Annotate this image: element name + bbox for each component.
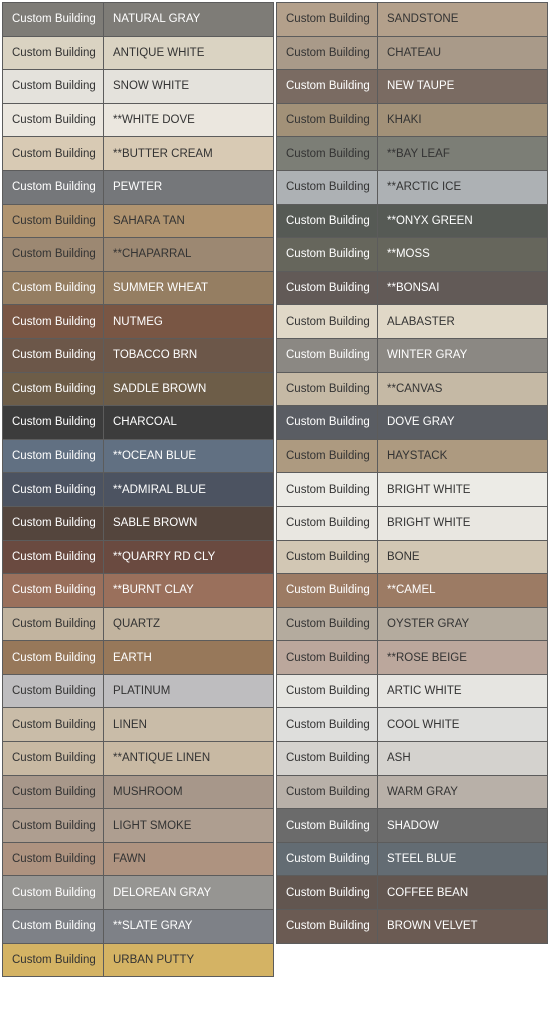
brand-label: Custom Building — [3, 171, 104, 204]
swatch-row — [2, 842, 274, 877]
color-name: SAHARA TAN — [113, 214, 185, 227]
color-name: **MOSS — [387, 248, 430, 261]
brand-label: Custom Building — [277, 238, 378, 271]
brand-label: Custom Building — [277, 574, 378, 607]
brand-label: Custom Building — [3, 473, 104, 506]
brand-label: Custom Building — [277, 541, 378, 574]
brand-label: Custom Building — [3, 809, 104, 842]
brand-label: Custom Building — [3, 37, 104, 70]
color-name: CHATEAU — [387, 46, 442, 59]
swatch-row — [276, 204, 548, 239]
color-name: SANDSTONE — [387, 13, 459, 26]
color-name: **CANVAS — [387, 382, 443, 395]
brand-label: Custom Building — [277, 137, 378, 170]
right-swatch-column — [276, 2, 548, 944]
swatch-row — [276, 741, 548, 776]
swatch-row — [2, 707, 274, 742]
swatch-row — [2, 36, 274, 71]
brand-label: Custom Building — [3, 406, 104, 439]
color-name: **SLATE GRAY — [113, 920, 193, 933]
swatch-row — [276, 640, 548, 675]
brand-label: Custom Building — [3, 137, 104, 170]
swatch-row — [2, 640, 274, 675]
color-name: **CAMEL — [387, 584, 436, 597]
color-name: **WHITE DOVE — [113, 114, 195, 127]
color-name: PLATINUM — [113, 685, 171, 698]
swatch-row — [276, 372, 548, 407]
brand-label: Custom Building — [277, 809, 378, 842]
brand-label: Custom Building — [277, 305, 378, 338]
swatch-row — [2, 372, 274, 407]
brand-label: Custom Building — [3, 3, 104, 36]
color-name: ALABASTER — [387, 315, 455, 328]
swatch-row — [2, 204, 274, 239]
brand-label: Custom Building — [3, 507, 104, 540]
brand-label: Custom Building — [277, 641, 378, 674]
swatch-row — [2, 2, 274, 37]
swatch-row — [276, 775, 548, 810]
brand-label: Custom Building — [3, 708, 104, 741]
swatch-row — [276, 2, 548, 37]
color-name: ANTIQUE WHITE — [113, 46, 205, 59]
brand-label: Custom Building — [277, 104, 378, 137]
brand-label: Custom Building — [3, 305, 104, 338]
color-name: **ONYX GREEN — [387, 214, 473, 227]
swatch-row — [276, 506, 548, 541]
color-name: OYSTER GRAY — [387, 617, 470, 630]
swatch-row — [2, 69, 274, 104]
brand-label: Custom Building — [3, 944, 104, 977]
color-name: EARTH — [113, 651, 152, 664]
swatch-row — [2, 271, 274, 306]
brand-label: Custom Building — [3, 339, 104, 372]
swatch-row — [2, 506, 274, 541]
brand-label: Custom Building — [277, 373, 378, 406]
brand-label: Custom Building — [277, 675, 378, 708]
swatch-row — [2, 103, 274, 138]
color-name: NATURAL GRAY — [113, 13, 201, 26]
swatch-row — [276, 405, 548, 440]
brand-label: Custom Building — [277, 910, 378, 943]
color-name: URBAN PUTTY — [113, 953, 195, 966]
swatch-row — [2, 304, 274, 339]
swatch-row — [276, 439, 548, 474]
brand-label: Custom Building — [277, 205, 378, 238]
swatch-row — [2, 540, 274, 575]
brand-label: Custom Building — [277, 171, 378, 204]
color-name: SNOW WHITE — [113, 80, 190, 93]
brand-label: Custom Building — [3, 104, 104, 137]
swatch-row — [276, 875, 548, 910]
swatch-row — [2, 607, 274, 642]
color-name: COFFEE BEAN — [387, 886, 469, 899]
swatch-row — [2, 943, 274, 978]
color-name: NUTMEG — [113, 315, 163, 328]
swatch-row — [276, 36, 548, 71]
swatch-row — [2, 674, 274, 709]
brand-label: Custom Building — [3, 876, 104, 909]
swatch-row — [2, 573, 274, 608]
swatch-row — [2, 237, 274, 272]
swatch-row — [2, 775, 274, 810]
brand-label: Custom Building — [3, 373, 104, 406]
color-name: **BONSAI — [387, 282, 440, 295]
swatch-row — [2, 405, 274, 440]
color-name: SUMMER WHEAT — [113, 282, 208, 295]
swatch-row — [276, 472, 548, 507]
brand-label: Custom Building — [277, 742, 378, 775]
color-name: BROWN VELVET — [387, 920, 478, 933]
swatch-row — [2, 808, 274, 843]
brand-label: Custom Building — [3, 742, 104, 775]
color-name: BRIGHT WHITE — [387, 517, 471, 530]
brand-label: Custom Building — [277, 876, 378, 909]
swatch-row — [276, 909, 548, 944]
color-name: WARM GRAY — [387, 785, 458, 798]
color-name: **QUARRY RD CLY — [113, 550, 216, 563]
brand-label: Custom Building — [277, 473, 378, 506]
color-name: BRIGHT WHITE — [387, 483, 471, 496]
brand-label: Custom Building — [3, 675, 104, 708]
swatch-row — [276, 674, 548, 709]
swatch-row — [276, 607, 548, 642]
swatch-row — [276, 237, 548, 272]
brand-label: Custom Building — [3, 541, 104, 574]
swatch-row — [2, 338, 274, 373]
color-name: **BURNT CLAY — [113, 584, 194, 597]
color-name: BONE — [387, 550, 420, 563]
swatch-row — [276, 540, 548, 575]
color-name: DELOREAN GRAY — [113, 886, 212, 899]
color-name: HAYSTACK — [387, 450, 448, 463]
swatch-row — [2, 472, 274, 507]
brand-label: Custom Building — [277, 339, 378, 372]
brand-label: Custom Building — [277, 37, 378, 70]
swatch-row — [276, 808, 548, 843]
color-name: **ANTIQUE LINEN — [113, 752, 211, 765]
swatch-row — [2, 439, 274, 474]
color-name: COOL WHITE — [387, 718, 460, 731]
swatch-row — [2, 170, 274, 205]
color-name: QUARTZ — [113, 617, 161, 630]
color-name: SADDLE BROWN — [113, 382, 207, 395]
color-name: LIGHT SMOKE — [113, 819, 192, 832]
swatch-row — [276, 271, 548, 306]
swatch-row — [2, 741, 274, 776]
swatch-row — [276, 170, 548, 205]
color-name: FAWN — [113, 853, 146, 866]
color-name: NEW TAUPE — [387, 80, 455, 93]
brand-label: Custom Building — [277, 776, 378, 809]
color-name: ASH — [387, 752, 411, 765]
brand-label: Custom Building — [277, 406, 378, 439]
brand-label: Custom Building — [3, 776, 104, 809]
swatch-row — [276, 842, 548, 877]
swatch-row — [276, 103, 548, 138]
color-name: PEWTER — [113, 181, 163, 194]
color-name: **BAY LEAF — [387, 147, 450, 160]
swatch-row — [2, 909, 274, 944]
brand-label: Custom Building — [277, 608, 378, 641]
brand-label: Custom Building — [3, 440, 104, 473]
color-name: CHARCOAL — [113, 416, 177, 429]
swatch-row — [2, 875, 274, 910]
color-name: DOVE GRAY — [387, 416, 455, 429]
swatch-row — [276, 573, 548, 608]
brand-label: Custom Building — [3, 574, 104, 607]
color-name: SHADOW — [387, 819, 439, 832]
color-name: **CHAPARRAL — [113, 248, 192, 261]
swatch-row — [276, 136, 548, 171]
color-name: MUSHROOM — [113, 785, 183, 798]
color-name: TOBACCO BRN — [113, 349, 198, 362]
swatch-row — [276, 304, 548, 339]
color-name: **OCEAN BLUE — [113, 450, 197, 463]
brand-label: Custom Building — [277, 272, 378, 305]
color-name: **ARCTIC ICE — [387, 181, 462, 194]
color-name: ARTIC WHITE — [387, 685, 462, 698]
brand-label: Custom Building — [277, 843, 378, 876]
swatch-row — [276, 338, 548, 373]
color-name: **ROSE BEIGE — [387, 651, 467, 664]
brand-label: Custom Building — [3, 843, 104, 876]
brand-label: Custom Building — [3, 641, 104, 674]
brand-label: Custom Building — [3, 238, 104, 271]
brand-label: Custom Building — [277, 3, 378, 36]
color-name: STEEL BLUE — [387, 853, 457, 866]
color-name: **ADMIRAL BLUE — [113, 483, 206, 496]
swatch-row — [276, 69, 548, 104]
color-name: SABLE BROWN — [113, 517, 198, 530]
swatch-row — [2, 136, 274, 171]
swatch-row — [276, 707, 548, 742]
brand-label: Custom Building — [277, 70, 378, 103]
brand-label: Custom Building — [277, 708, 378, 741]
brand-label: Custom Building — [3, 910, 104, 943]
color-name: LINEN — [113, 718, 147, 731]
left-swatch-column — [2, 2, 274, 977]
brand-label: Custom Building — [277, 507, 378, 540]
brand-label: Custom Building — [3, 70, 104, 103]
color-name: KHAKI — [387, 114, 422, 127]
brand-label: Custom Building — [3, 272, 104, 305]
brand-label: Custom Building — [3, 205, 104, 238]
brand-label: Custom Building — [3, 608, 104, 641]
color-name: WINTER GRAY — [387, 349, 468, 362]
brand-label: Custom Building — [277, 440, 378, 473]
color-name: **BUTTER CREAM — [113, 147, 213, 160]
